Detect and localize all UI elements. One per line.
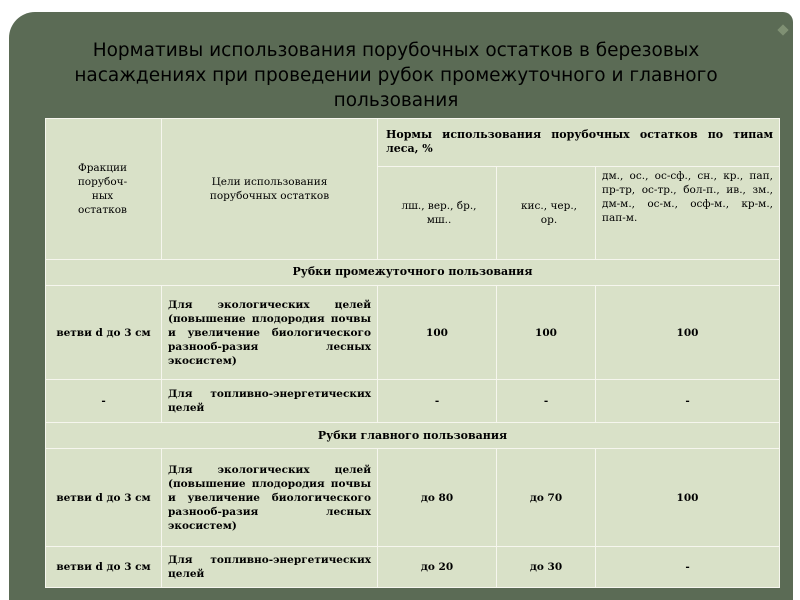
table-row <box>46 380 780 423</box>
value-cell: до 30 <box>497 547 596 588</box>
value-cell: 100 <box>596 286 780 380</box>
table-row <box>46 449 780 547</box>
value-cell: 100 <box>497 286 596 380</box>
purpose-cell: Для экологических целей (повышение плодородия почвы и увеличение биологического разнооб-разия лесных экосистем) <box>162 286 378 380</box>
header-purpose: Цели использования порубочных остатков <box>162 119 378 260</box>
value-cell: - <box>596 547 780 588</box>
corner-decoration <box>777 24 788 35</box>
value-cell: до 70 <box>497 449 596 547</box>
table-row <box>46 286 780 380</box>
value-cell: до 80 <box>378 449 497 547</box>
fraction-cell: ветви d до 3 см <box>46 449 162 547</box>
value-cell: - <box>497 380 596 423</box>
slide-title: Нормативы использования порубочных остатков в березовых насаждениях при проведении рубок промежуточного и главного пользования <box>74 40 718 111</box>
header-forest-type-1: лш., вер., бр., мш.. <box>378 166 497 259</box>
header-norms: Нормы использования порубочных остатков по типам леса, % <box>378 119 780 167</box>
value-cell: 100 <box>378 286 497 380</box>
fraction-cell: ветви d до 3 см <box>46 547 162 588</box>
section-title-main: Рубки главного пользования <box>46 422 780 448</box>
norms-table <box>45 118 780 588</box>
value-cell: - <box>596 380 780 423</box>
section-title-intermediate: Рубки промежуточного пользования <box>46 259 780 285</box>
purpose-cell: Для экологических целей (повышение плодородия почвы и увеличение биологического разнооб-разия лесных экосистем) <box>162 449 378 547</box>
purpose-cell: Для топливно-энергетических целей <box>162 547 378 588</box>
value-cell: - <box>378 380 497 423</box>
header-forest-type-3: дм., ос., ос-сф., сн., кр., пап, пр-тр, ос-тр., бол-п., ив., зм., дм-м., ос-м., осф-м., кр-м., пап-м. <box>596 166 780 259</box>
table-row <box>46 547 780 588</box>
header-fraction: Фракции порубоч-ных остатков <box>46 119 162 260</box>
header-forest-type-2: кис., чер., ор. <box>497 166 596 259</box>
value-cell: до 20 <box>378 547 497 588</box>
purpose-cell: Для топливно-энергетических целей <box>162 380 378 423</box>
fraction-cell: ветви d до 3 см <box>46 286 162 380</box>
value-cell: 100 <box>596 449 780 547</box>
fraction-cell: - <box>46 380 162 423</box>
